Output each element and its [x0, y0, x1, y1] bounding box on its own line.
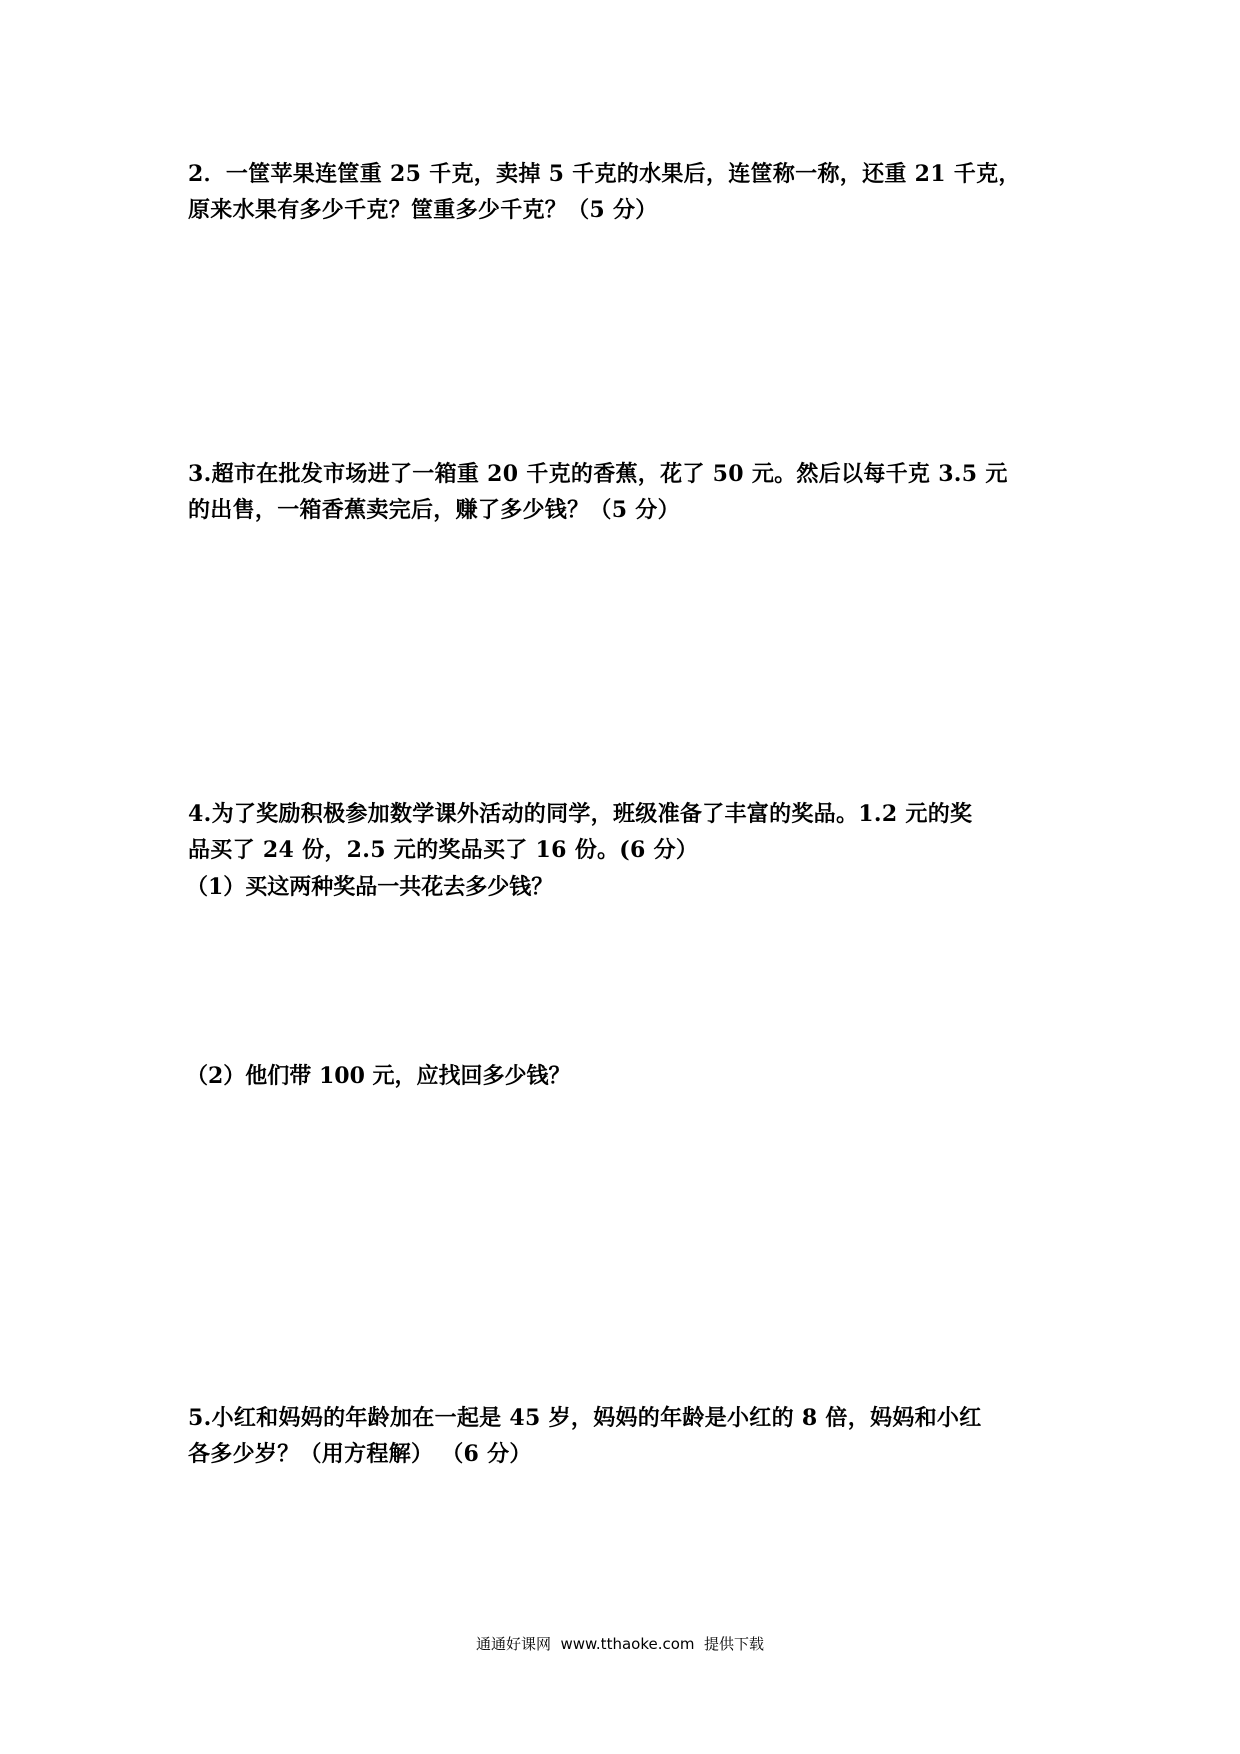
- question-2: [188, 156, 1058, 228]
- question-4-line-1: 4.为了奖励积极参加数学课外活动的同学，班级准备了丰富的奖品。1.2 元的奖: [188, 801, 973, 827]
- question-3-line-1: 3.超市在批发市场进了一箱重 20 千克的香蕉，花了 50 元。然后以每千克 3.5 元: [188, 461, 1008, 487]
- question-4-part-2: （2）他们带 100 元，应找回多少钱？: [186, 1063, 571, 1089]
- question-4-line-2: 品买了 24 份，2.5 元的奖品买了 16 份。(6 分）: [188, 837, 699, 863]
- question-5-line-2: 各多少岁？（用方程解） （6 分）: [188, 1441, 532, 1467]
- page-footer: 通通好课网 www.tthaoke.com 提供下载: [475, 1635, 765, 1653]
- question-4: [188, 796, 1058, 868]
- question-2-line-1: 2．一筐苹果连筐重 25 千克，卖掉 5 千克的水果后，连筐称一称，还重 21 千克，: [188, 161, 1021, 187]
- question-4-part-1: （1）买这两种奖品一共花去多少钱？: [186, 874, 554, 900]
- question-3-line-2: 的出售，一箱香蕉卖完后，赚了多少钱？（5 分）: [188, 497, 680, 523]
- question-2-line-2: 原来水果有多少千克？筐重多少千克？（5 分）: [188, 197, 658, 223]
- question-3: [188, 456, 1058, 528]
- question-5: [188, 1400, 1058, 1472]
- question-5-line-1: 5.小红和妈妈的年龄加在一起是 45 岁，妈妈的年龄是小红的 8 倍，妈妈和小红: [188, 1405, 982, 1431]
